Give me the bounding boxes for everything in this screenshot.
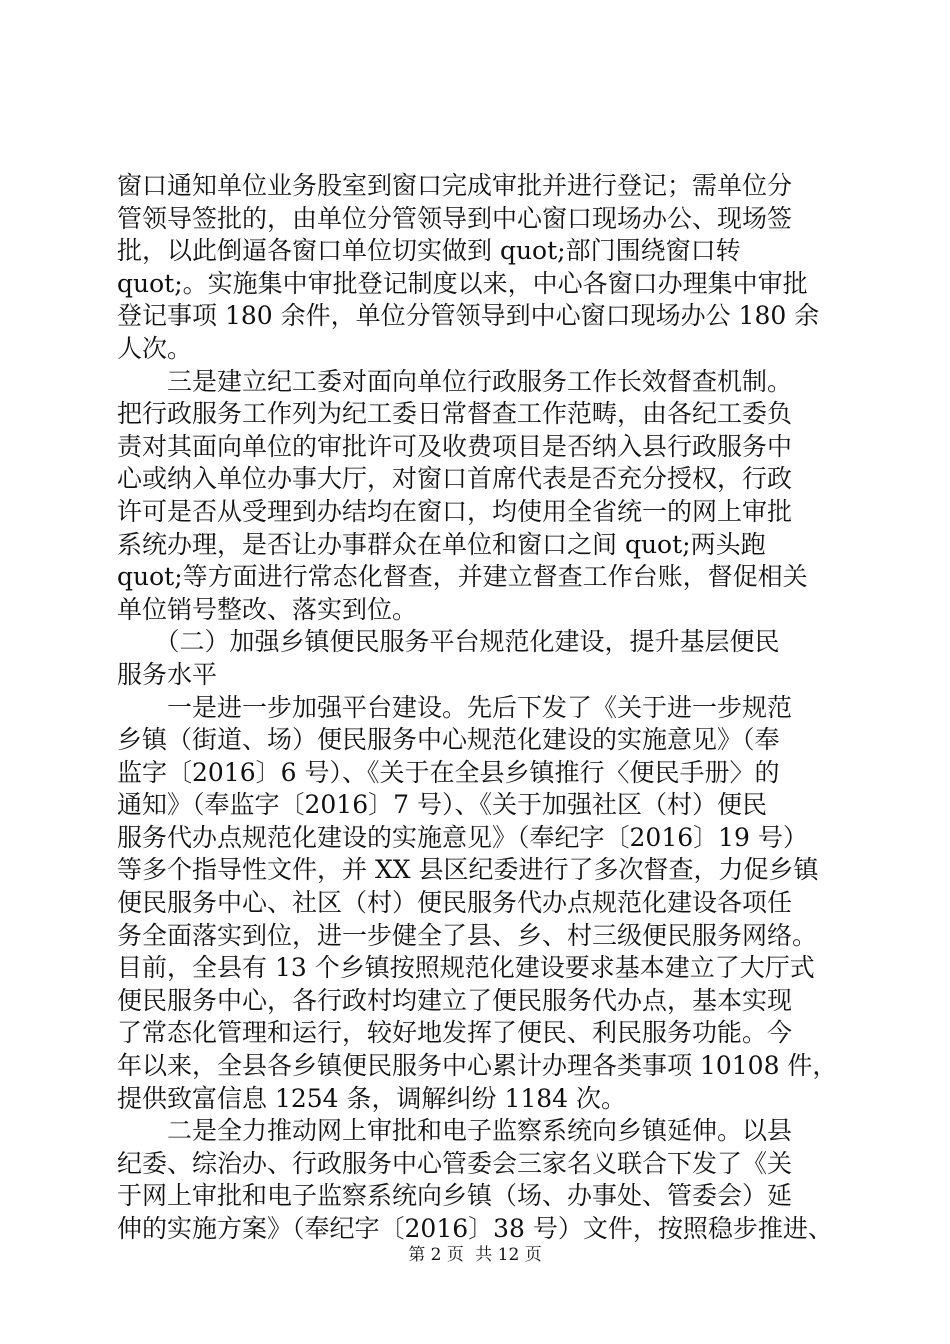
text-line: 目前，全县有 13 个乡镇按照规范化建设要求基本建立了大厅式 bbox=[117, 953, 815, 983]
page-number: 第 2 页 bbox=[408, 1245, 464, 1265]
text-line: quot;。实施集中审批登记制度以来，中心各窗口办理集中审批 bbox=[117, 268, 808, 298]
text-line: 三是建立纪工委对面向单位行政服务工作长效督查机制。 bbox=[117, 366, 793, 396]
text-line: 系统办理，是否让办事群众在单位和窗口之间 quot;两头跑 bbox=[117, 529, 766, 559]
text-line: 把行政服务工作列为纪工委日常督查工作范畴，由各纪工委负 bbox=[117, 399, 793, 429]
text-line: 心或纳入单位办事大厅，对窗口首席代表是否充分授权，行政 bbox=[117, 464, 793, 494]
text-line: 批，以此倒逼各窗口单位切实做到 quot;部门围绕窗口转 bbox=[117, 236, 741, 266]
text-line: 一是进一步加强平台建设。先后下发了《关于进一步规范 bbox=[117, 692, 793, 722]
text-line: 伸的实施方案》（奉纪字〔2016〕38 号）文件，按照稳步推进、 bbox=[117, 1214, 833, 1243]
text-line: 提供致富信息 1254 条，调解纠纷 1184 次。 bbox=[117, 1083, 627, 1113]
text-line: 登记事项 180 余件，单位分管领导到中心窗口现场办公 180 余 bbox=[117, 301, 820, 331]
text-line: 纪委、综治办、行政服务中心管委会三家名义联合下发了《关 bbox=[117, 1148, 793, 1178]
text-line: 了常态化管理和运行，较好地发挥了便民、利民服务功能。今 bbox=[117, 1018, 793, 1048]
text-line: 监字〔2016〕6 号）、《关于在全县乡镇推行〈便民手册〉的 bbox=[117, 757, 780, 787]
document-body bbox=[117, 170, 857, 1246]
text-line: 服务水平 bbox=[117, 659, 218, 689]
text-line: （二）加强乡镇便民服务平台规范化建设，提升基层便民 bbox=[117, 627, 780, 657]
page-total: 共 12 页 bbox=[475, 1245, 542, 1265]
text-line: 许可是否从受理到办结均在窗口，均使用全省统一的网上审批 bbox=[117, 496, 793, 526]
text-line: 人次。 bbox=[117, 333, 193, 363]
text-line: quot;等方面进行常态化督查，并建立督查工作台账，督促相关 bbox=[117, 562, 808, 592]
text-line: 年以来，全县各乡镇便民服务中心累计办理各类事项 10108 件， bbox=[117, 1051, 838, 1081]
text-line: 于网上审批和电子监察系统向乡镇（场、办事处、管委会）延 bbox=[117, 1181, 793, 1211]
text-line: 管领导签批的，由单位分管领导到中心窗口现场办公、现场签 bbox=[117, 203, 793, 233]
text-line: 便民服务中心、社区（村）便民服务代办点规范化建设各项任 bbox=[117, 888, 793, 918]
text-line: 等多个指导性文件，并 XX 县区纪委进行了多次督查，力促乡镇 bbox=[117, 855, 819, 885]
text-line: 通知》（奉监字〔2016〕7 号）、《关于加强社区（村）便民 bbox=[117, 790, 767, 820]
text-line: 便民服务中心，各行政村均建立了便民服务代办点，基本实现 bbox=[117, 985, 793, 1015]
text-line: 二是全力推动网上审批和电子监察系统向乡镇延伸。以县 bbox=[117, 1116, 793, 1146]
page-footer bbox=[0, 1244, 950, 1266]
text-line: 单位销号整改、落实到位。 bbox=[117, 594, 418, 624]
text-line: 责对其面向单位的审批许可及收费项目是否纳入县行政服务中 bbox=[117, 431, 793, 461]
text-line: 服务代办点规范化建设的实施意见》（奉纪字〔2016〕19 号） bbox=[117, 822, 808, 852]
text-line: 务全面落实到位，进一步健全了县、乡、村三级便民服务网络。 bbox=[117, 920, 818, 950]
text-line: 乡镇（街道、场）便民服务中心规范化建设的实施意见》（奉 bbox=[117, 725, 780, 755]
text-line: 窗口通知单位业务股室到窗口完成审批并进行登记；需单位分 bbox=[117, 171, 793, 200]
